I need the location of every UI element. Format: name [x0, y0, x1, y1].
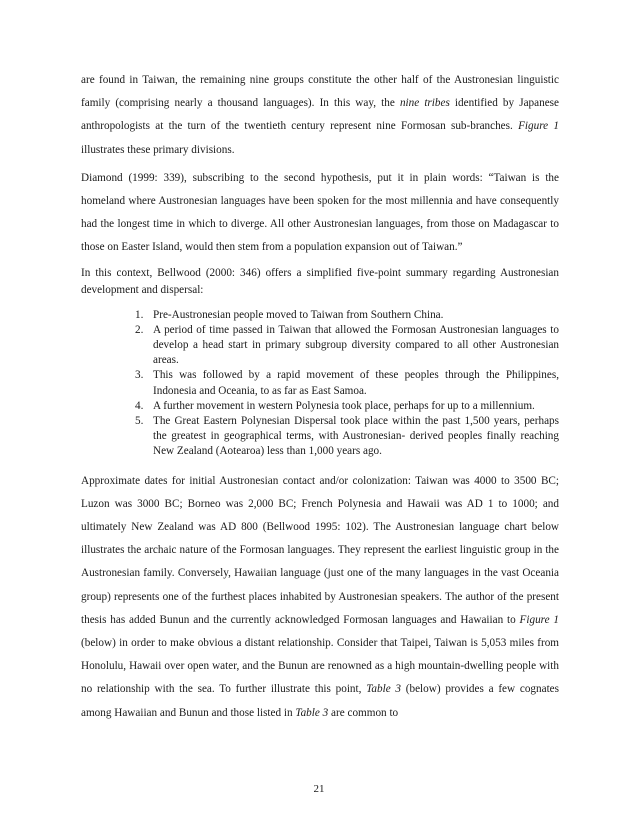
- list-item: [135, 308, 559, 323]
- paragraph-colonization-dates: [81, 470, 559, 725]
- list-item-number: 5.: [135, 415, 144, 428]
- list-item-text: This was followed by a rapid movement of these peoples through the Philippines, Indonesia and Oceania, to as far as East Samoa.: [153, 369, 559, 397]
- list-item-text: The Great Eastern Polynesian Dispersal took place within the past 1,500 years, perhaps the greatest in geographical terms, with Austronesian- derived peoples finally reaching New Zealand (Aotearoa) less than 1,000 years ago.: [153, 415, 559, 458]
- paragraph-text: identified by Japanese anthropologists at the turn of the twentieth century represent nine Formosan sub-branches.: [81, 97, 559, 133]
- figure-reference: Figure 1: [518, 120, 559, 133]
- paragraph-text: (below) in order to make obvious a distant relationship. Consider that Taipei, Taiwan is 5,053 miles from Honolulu, Hawaii over open water, and the Bunun are renowned as a high mountain-dwelling people with no relationship with the sea. To further illustrate this point,: [81, 637, 559, 696]
- page-number: 21: [313, 783, 325, 795]
- paragraph-diamond-quote: Diamond (1999: 339), subscribing to the second hypothesis, put it in plain words: “Taiwan is the homeland where Austronesian languages have been spoken for the most millennia and have consequently had the longest time in which to diverge. All other Austronesian languages, from those on Madagascar to those on Easter Island, would then stem from a population expansion out of Taiwan.”: [81, 171, 559, 254]
- list-item-number: 1.: [135, 308, 144, 321]
- paragraph-austronesian-branches: [81, 69, 559, 162]
- italic-term-nine-tribes: nine tribes: [399, 97, 450, 110]
- list-item-number: 4.: [135, 399, 144, 412]
- list-item: [135, 368, 559, 398]
- list-item-number: 3.: [135, 369, 144, 382]
- paragraph-text: (below) provides a few cognates among Hawaiian and Bunun and those listed in: [81, 683, 559, 719]
- figure-reference: Figure 1: [519, 613, 559, 626]
- table-reference: Table 3: [366, 683, 402, 696]
- list-item: [135, 399, 559, 414]
- paragraph-text: illustrates these primary divisions.: [81, 143, 235, 156]
- paragraph-text: Approximate dates for initial Austronesian contact and/or colonization: Taiwan was 4000 to 3500 BC; Luzon was 3000 BC; Borneo was 2,000 BC; French Polynesia and Hawaii was AD 1 to 1000; and ultimately New Zealand was AD 800 (Bellwood 1995: 102). The Austronesian language chart below illustrates the archaic nature of the Formosan languages. They represent the earliest linguistic group in the Austronesian family. Conversely, Hawaiian language (just one of the many languages in the vast Oceania group) represents one of the furthest places inhabited by Austronesian speakers. The author of the present thesis has added Bunun and the currently acknowledged Formosan languages and Hawaiian to: [81, 474, 559, 626]
- list-item-text: Pre-Austronesian people moved to Taiwan from Southern China.: [153, 308, 444, 321]
- list-item: [135, 323, 559, 369]
- list-item: [135, 414, 559, 460]
- list-item-number: 2.: [135, 323, 144, 336]
- paragraph-bellwood-intro: In this context, Bellwood (2000: 346) offers a simplified five-point summary regarding Austronesian development and dispersal:: [81, 266, 559, 296]
- list-item-text: A further movement in western Polynesia took place, perhaps for up to a millennium.: [153, 399, 535, 412]
- paragraph-text: are common to: [328, 706, 399, 719]
- dispersal-summary-list: [81, 308, 559, 460]
- table-reference: Table 3: [295, 706, 329, 719]
- paragraph-text: are found in Taiwan, the remaining nine groups constitute the other half of the Austronesian linguistic family (comprising nearly a thousand languages). In this way, the: [81, 74, 559, 110]
- list-item-text: A period of time passed in Taiwan that allowed the Formosan Austronesian languages to develop a head start in primary subgroup diversity compared to all other Austronesian areas.: [153, 323, 559, 367]
